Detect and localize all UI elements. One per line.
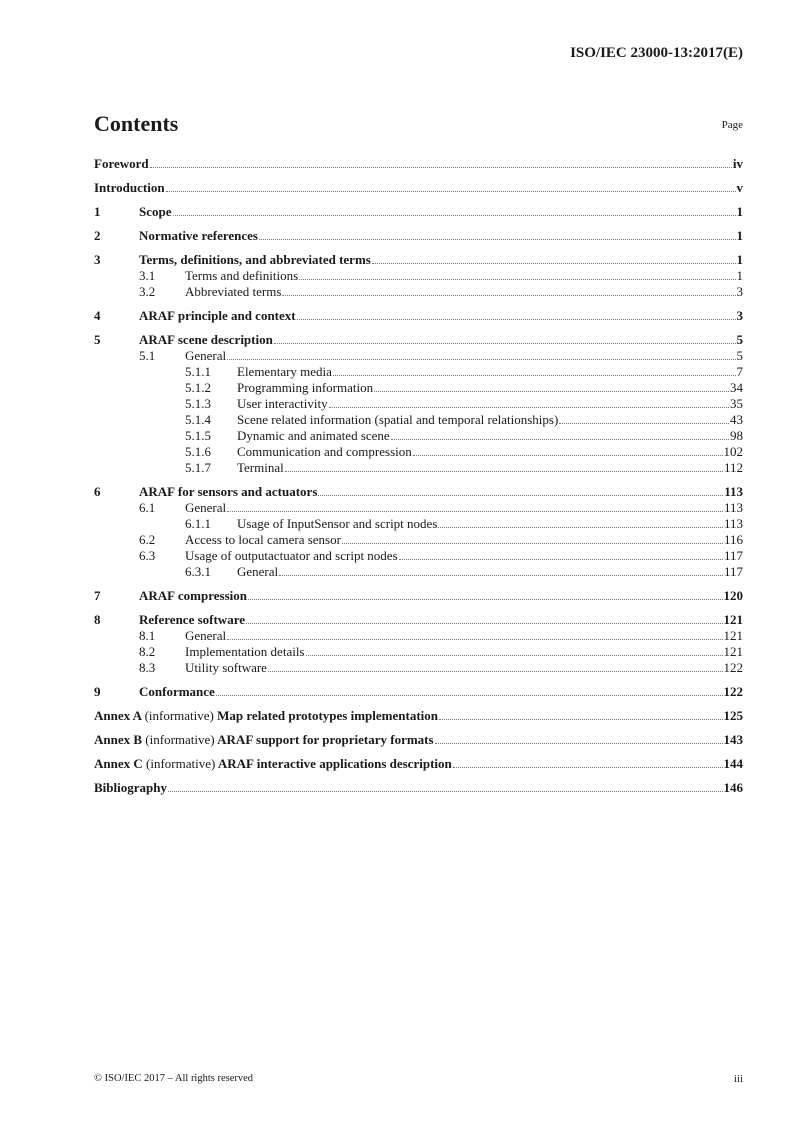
- toc-entry-title: Dynamic and animated scene: [237, 428, 390, 443]
- dot-leader: [246, 623, 723, 624]
- toc-entry[interactable]: [94, 380, 743, 396]
- toc-entry-number: 5.1.6: [185, 444, 211, 459]
- toc-entry-page: 144: [723, 756, 743, 771]
- toc-entry-number: 2: [94, 228, 101, 243]
- toc-entry-title: Usage of InputSensor and script nodes: [237, 516, 438, 531]
- toc-entry-number: 6.2: [139, 532, 156, 547]
- toc-entry[interactable]: [94, 308, 743, 324]
- dot-leader: [372, 263, 736, 264]
- toc-entry-title: ARAF scene description: [139, 332, 273, 347]
- toc-entry-page: 5: [736, 332, 743, 347]
- annex-label: Annex C: [94, 756, 143, 771]
- page-title: Contents: [94, 111, 179, 136]
- toc-entry-title: Implementation details: [185, 644, 305, 659]
- toc-entry-number: 3.2: [139, 284, 156, 299]
- dot-leader: [399, 559, 723, 560]
- toc-entry-title: Introduction: [94, 180, 165, 195]
- toc-entry-title: Terminal: [237, 460, 284, 475]
- dot-leader: [374, 391, 729, 392]
- annex-label: Annex A: [94, 708, 142, 723]
- toc-entry-title: Utility software: [185, 660, 267, 675]
- toc-entry-title: Elementary media: [237, 364, 332, 379]
- annex-type: (informative): [144, 708, 214, 723]
- toc-entry-number: 5.1.3: [185, 396, 211, 411]
- dot-leader: [268, 671, 723, 672]
- dot-leader: [168, 791, 723, 792]
- dot-leader: [439, 719, 722, 720]
- toc-entry-title: General: [237, 564, 279, 579]
- toc-entry-title: User interactivity: [237, 396, 328, 411]
- toc-entry-title: General: [185, 628, 227, 643]
- toc-entry-number: 3.1: [139, 268, 156, 283]
- dot-leader: [329, 407, 729, 408]
- toc-entry-number: 3: [94, 252, 101, 267]
- toc-entry-title: Bibliography: [94, 780, 167, 795]
- annex-title: ARAF support for proprietary formats: [217, 732, 434, 747]
- table-of-contents: [94, 156, 743, 796]
- toc-entry-number: 6.1: [139, 500, 156, 515]
- toc-entry-number: 5.1.4: [185, 412, 211, 427]
- toc-entry-page: 112: [723, 460, 743, 475]
- toc-entry-number: 7: [94, 588, 101, 603]
- toc-entry[interactable]: [94, 756, 743, 772]
- toc-entry-title: Conformance: [139, 684, 215, 699]
- toc-entry-page: 121: [723, 628, 743, 643]
- toc-entry-title: Abbreviated terms: [185, 284, 282, 299]
- toc-entry[interactable]: [94, 204, 743, 220]
- toc-entry[interactable]: [94, 780, 743, 796]
- toc-entry-page: 117: [723, 548, 743, 563]
- toc-entry[interactable]: [94, 348, 743, 364]
- toc-entry[interactable]: [94, 332, 743, 348]
- dot-leader: [318, 495, 723, 496]
- toc-entry[interactable]: [94, 484, 743, 500]
- dot-leader: [216, 695, 723, 696]
- toc-entry-page: 34: [730, 380, 743, 395]
- annex-label: Annex B: [94, 732, 143, 747]
- dot-leader: [150, 167, 732, 168]
- toc-entry-title: Foreword: [94, 156, 149, 171]
- toc-entry-title: [94, 708, 438, 724]
- toc-entry-title: Scene related information (spatial and temporal relationships): [237, 412, 559, 427]
- annex-type: (informative): [146, 756, 216, 771]
- toc-entry-title: General: [185, 348, 227, 363]
- toc-entry-page: 121: [723, 644, 743, 659]
- toc-entry-number: 5.1: [139, 348, 156, 363]
- dot-leader: [333, 375, 736, 376]
- toc-entry-page: 121: [723, 612, 743, 627]
- dot-leader: [297, 319, 736, 320]
- dot-leader: [282, 295, 735, 296]
- toc-entry[interactable]: [94, 660, 743, 676]
- toc-entry[interactable]: [94, 548, 743, 564]
- toc-entry-page: 5: [736, 348, 743, 363]
- toc-entry[interactable]: [94, 460, 743, 476]
- toc-entry-number: 5.1.1: [185, 364, 211, 379]
- toc-entry-number: 8: [94, 612, 101, 627]
- toc-entry[interactable]: [94, 284, 743, 300]
- toc-entry-number: 6.1.1: [185, 516, 211, 531]
- toc-entry-title: Normative references: [139, 228, 258, 243]
- toc-entry-page: 43: [730, 412, 743, 427]
- toc-entry-page: 3: [736, 308, 743, 323]
- dot-leader: [166, 191, 736, 192]
- toc-entry-title: General: [185, 500, 227, 515]
- toc-entry-number: 5.1.7: [185, 460, 211, 475]
- toc-entry-page: 1: [736, 268, 743, 283]
- annex-title: Map related prototypes implementation: [217, 708, 439, 723]
- toc-entry-page: 1: [736, 252, 743, 267]
- toc-entry-page: 98: [730, 428, 743, 443]
- toc-entry[interactable]: [94, 732, 743, 748]
- toc-entry[interactable]: [94, 444, 743, 460]
- toc-entry-page: v: [736, 180, 743, 195]
- copyright-footer: © ISO/IEC 2017 – All rights reserved: [94, 1073, 254, 1084]
- toc-entry-number: 1: [94, 204, 101, 219]
- dot-leader: [274, 343, 736, 344]
- toc-entry[interactable]: [94, 228, 743, 244]
- toc-entry[interactable]: [94, 396, 743, 412]
- toc-entry-title: Scope: [139, 204, 172, 219]
- toc-entry-page: 102: [723, 444, 743, 459]
- toc-entry[interactable]: [94, 428, 743, 444]
- document-id-header: ISO/IEC 23000-13:2017(E): [570, 45, 743, 61]
- annex-title: ARAF interactive applications description: [217, 756, 452, 771]
- dot-leader: [279, 575, 723, 576]
- toc-entry-page: 35: [730, 396, 743, 411]
- toc-entry[interactable]: [94, 644, 743, 660]
- toc-entry-number: 5: [94, 332, 101, 347]
- dot-leader: [435, 743, 723, 744]
- toc-entry-page: 122: [723, 660, 743, 675]
- toc-entry[interactable]: [94, 684, 743, 700]
- toc-entry[interactable]: [94, 628, 743, 644]
- toc-entry-number: 4: [94, 308, 101, 323]
- toc-entry-title: Terms and definitions: [185, 268, 299, 283]
- toc-entry[interactable]: [94, 412, 743, 428]
- dot-leader: [342, 543, 723, 544]
- toc-entry-title: Terms, definitions, and abbreviated terms: [139, 252, 371, 267]
- toc-entry[interactable]: [94, 156, 743, 172]
- toc-entry[interactable]: [94, 516, 743, 532]
- page-number: iii: [733, 1073, 743, 1085]
- toc-entry[interactable]: [94, 252, 743, 268]
- dot-leader: [259, 239, 736, 240]
- dot-leader: [306, 655, 723, 656]
- toc-entry-page: 1: [736, 204, 743, 219]
- annex-type: (informative): [145, 732, 215, 747]
- page-column-label: Page: [721, 119, 743, 131]
- toc-entry[interactable]: [94, 588, 743, 604]
- dot-leader: [391, 439, 729, 440]
- dot-leader: [227, 511, 723, 512]
- dot-leader: [453, 767, 723, 768]
- toc-entry[interactable]: [94, 532, 743, 548]
- dot-leader: [248, 599, 723, 600]
- toc-entry[interactable]: [94, 612, 743, 628]
- toc-entry-title: [94, 732, 434, 748]
- toc-entry-number: 6.3: [139, 548, 156, 563]
- toc-entry-title: Usage of outputactuator and script nodes: [185, 548, 398, 563]
- toc-entry-page: 1: [736, 228, 743, 243]
- toc-entry-title: Programming information: [237, 380, 374, 395]
- toc-entry[interactable]: [94, 180, 743, 196]
- toc-entry-page: 7: [736, 364, 743, 379]
- toc-entry-page: 113: [723, 500, 743, 515]
- toc-entry[interactable]: [94, 268, 743, 284]
- toc-entry-page: 3: [736, 284, 743, 299]
- toc-entry-page: 122: [723, 684, 743, 699]
- dot-leader: [227, 639, 722, 640]
- toc-entry-number: 8.1: [139, 628, 156, 643]
- toc-entry-title: Reference software: [139, 612, 245, 627]
- toc-entry-number: 8.2: [139, 644, 156, 659]
- toc-entry-page: 116: [723, 532, 743, 547]
- dot-leader: [413, 455, 723, 456]
- toc-entry-number: 9: [94, 684, 101, 699]
- toc-entry[interactable]: [94, 500, 743, 516]
- toc-entry-page: 146: [723, 780, 743, 795]
- toc-entry-page: 143: [723, 732, 743, 747]
- toc-entry-title: Access to local camera sensor: [185, 532, 341, 547]
- dot-leader: [173, 215, 736, 216]
- toc-entry-number: 8.3: [139, 660, 156, 675]
- toc-entry-page: 120: [723, 588, 743, 603]
- toc-entry-number: 5.1.2: [185, 380, 211, 395]
- toc-entry-title: ARAF compression: [139, 588, 247, 603]
- dot-leader: [299, 279, 735, 280]
- toc-entry-number: 6: [94, 484, 101, 499]
- toc-entry-page: 117: [723, 564, 743, 579]
- toc-entry-number: 6.3.1: [185, 564, 211, 579]
- toc-entry[interactable]: [94, 564, 743, 580]
- dot-leader: [227, 359, 735, 360]
- toc-entry-title: ARAF for sensors and actuators: [139, 484, 318, 499]
- toc-entry[interactable]: [94, 364, 743, 380]
- toc-entry-page: 113: [723, 516, 743, 531]
- toc-entry-page: iv: [732, 156, 743, 171]
- toc-entry-page: 113: [724, 484, 743, 499]
- toc-entry-page: 125: [723, 708, 743, 723]
- toc-entry-title: Communication and compression: [237, 444, 412, 459]
- toc-entry-title: ARAF principle and context: [139, 308, 296, 323]
- toc-entry-title: [94, 756, 452, 772]
- dot-leader: [438, 527, 723, 528]
- toc-entry[interactable]: [94, 708, 743, 724]
- toc-entry-number: 5.1.5: [185, 428, 211, 443]
- dot-leader: [285, 471, 723, 472]
- dot-leader: [559, 423, 729, 424]
